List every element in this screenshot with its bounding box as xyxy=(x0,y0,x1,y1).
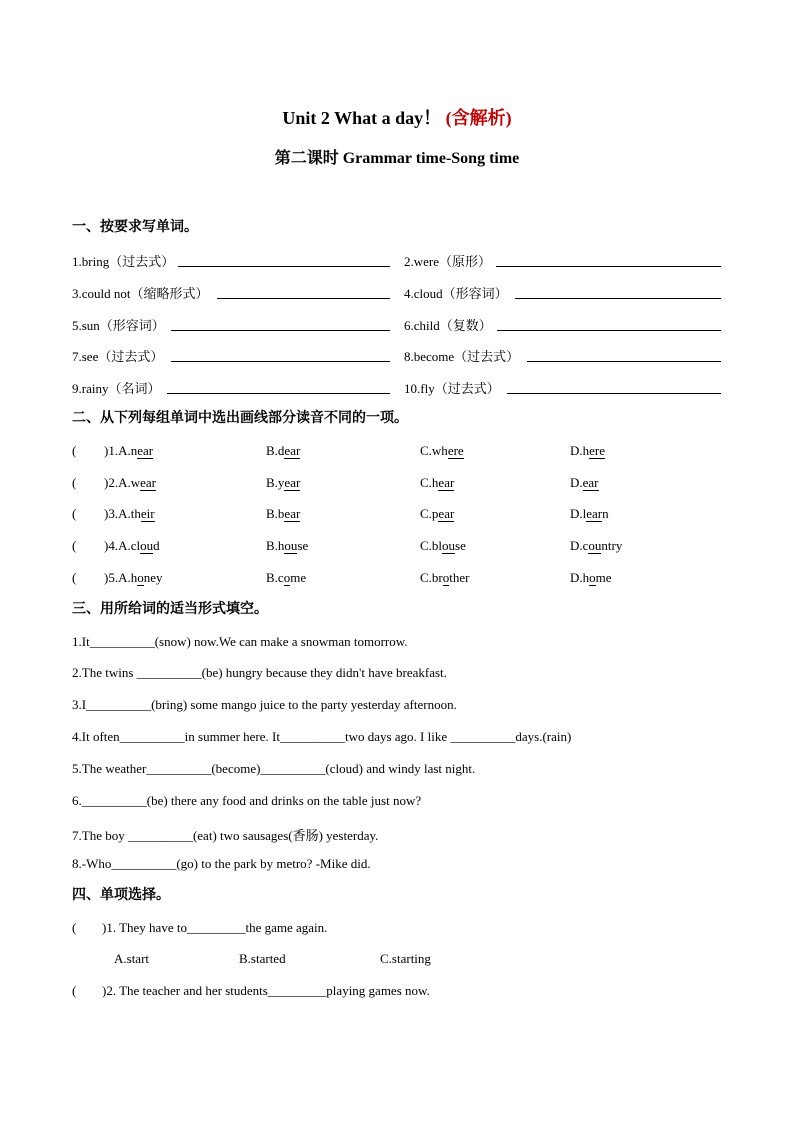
section2-heading: 二、从下列每组单词中选出画线部分读音不同的一项。 xyxy=(72,410,408,426)
s1-item-8: 8.become（过去式） xyxy=(404,349,520,364)
s2-row-5: )5.A.honey xyxy=(104,570,163,585)
title-note: (含解析) xyxy=(445,108,512,128)
s1-item-2: 2.were（原形） xyxy=(404,254,492,269)
s4-q1-option-c: C.starting xyxy=(380,951,431,966)
s2-option: B.house xyxy=(266,538,309,553)
s4-q1-option-b: B.started xyxy=(239,951,286,966)
s3-line-5: 5.The weather__________(become)__________(cloud) and windy last night. xyxy=(72,761,476,776)
s2-option: B.come xyxy=(266,570,307,585)
s3-line-7: 7.The boy __________(eat) two sausages(香肠) yesterday. xyxy=(72,828,379,843)
s1-item-9: 9.rainy（名词） xyxy=(72,381,161,396)
s4-q2-paren: ( xyxy=(72,983,77,998)
s2-option: C.where xyxy=(420,443,464,458)
s2-paren: ( xyxy=(72,506,77,521)
s1-item-1: 1.bring（过去式） xyxy=(72,254,175,269)
s1-item-10: 10.fly（过去式） xyxy=(404,381,500,396)
s2-row-3: )3.A.their xyxy=(104,506,155,521)
section3-heading: 三、用所给词的适当形式填空。 xyxy=(72,601,268,617)
page-subtitle: 第二课时 Grammar time-Song time xyxy=(274,150,520,167)
s1-answer-line-3[interactable] xyxy=(217,284,390,299)
s2-underlined: ear xyxy=(137,443,154,458)
s4-q1-option-a: A.start xyxy=(114,951,150,966)
s3-line-4: 4.It often__________in summer here. It__________two days ago. I like __________days.(rain) xyxy=(72,729,572,744)
s1-answer-line-1[interactable] xyxy=(178,252,390,267)
s2-option: D.home xyxy=(570,570,612,585)
s2-option: C.blouse xyxy=(420,538,466,553)
s1-item-3: 3.could not（缩略形式） xyxy=(72,286,209,301)
s3-line-6: 6.__________(be) there any food and drinks on the table just now? xyxy=(72,793,422,808)
s2-option: B.dear xyxy=(266,443,301,458)
s2-option: D.learn xyxy=(570,506,609,521)
section4-heading: 四、单项选择。 xyxy=(72,887,170,903)
s3-line-1: 1.It__________(snow) now.We can make a snowman tomorrow. xyxy=(72,634,408,649)
s2-paren: ( xyxy=(72,475,77,490)
s1-answer-line-6[interactable] xyxy=(497,316,721,331)
page-title xyxy=(0,104,794,130)
s1-answer-line-9[interactable] xyxy=(167,379,390,394)
s2-option: D.ear xyxy=(570,475,599,490)
s1-answer-line-7[interactable] xyxy=(171,347,390,362)
s2-option: B.bear xyxy=(266,506,301,521)
s3-line-3: 3.I__________(bring) some mango juice to the party yesterday afternoon. xyxy=(72,697,457,712)
s1-answer-line-5[interactable] xyxy=(171,316,390,331)
s2-paren: ( xyxy=(72,443,77,458)
title-main: Unit 2 What a day！ xyxy=(282,108,442,128)
s4-q2-text: )2. The teacher and her students_________playing games now. xyxy=(102,983,430,998)
s1-item-6: 6.child（复数） xyxy=(404,318,492,333)
s2-option: C.hear xyxy=(420,475,455,490)
s2-paren: ( xyxy=(72,538,77,553)
s1-item-4: 4.cloud（形容词） xyxy=(404,286,508,301)
s1-answer-line-4[interactable] xyxy=(515,284,721,299)
s1-item-5: 5.sun（形容词） xyxy=(72,318,165,333)
s2-option: B.year xyxy=(266,475,301,490)
s1-item-7: 7.see（过去式） xyxy=(72,349,164,364)
s2-paren: ( xyxy=(72,570,77,585)
section1-heading: 一、按要求写单词。 xyxy=(72,219,198,235)
s4-q1-text: )1. They have to_________the game again. xyxy=(102,920,328,935)
s1-answer-line-8[interactable] xyxy=(527,347,721,362)
s2-row-1 xyxy=(104,443,153,459)
s2-row-4: )4.A.cloud xyxy=(104,538,160,553)
s4-q1-paren: ( xyxy=(72,920,77,935)
s1-answer-line-2[interactable] xyxy=(496,252,721,267)
s1-answer-line-10[interactable] xyxy=(507,379,721,394)
s2-row-2: )2.A.wear xyxy=(104,475,156,490)
s3-line-2: 2.The twins __________(be) hungry because they didn't have breakfast. xyxy=(72,665,447,680)
s2-option: D.here xyxy=(570,443,606,458)
s2-option: D.country xyxy=(570,538,623,553)
s2-num: )1.A. xyxy=(104,443,131,458)
s3-line-8: 8.-Who__________(go) to the park by metro? -Mike did. xyxy=(72,856,371,871)
s2-prefix: n xyxy=(130,443,138,458)
s2-option: C.brother xyxy=(420,570,470,585)
s2-option: C.pear xyxy=(420,506,455,521)
